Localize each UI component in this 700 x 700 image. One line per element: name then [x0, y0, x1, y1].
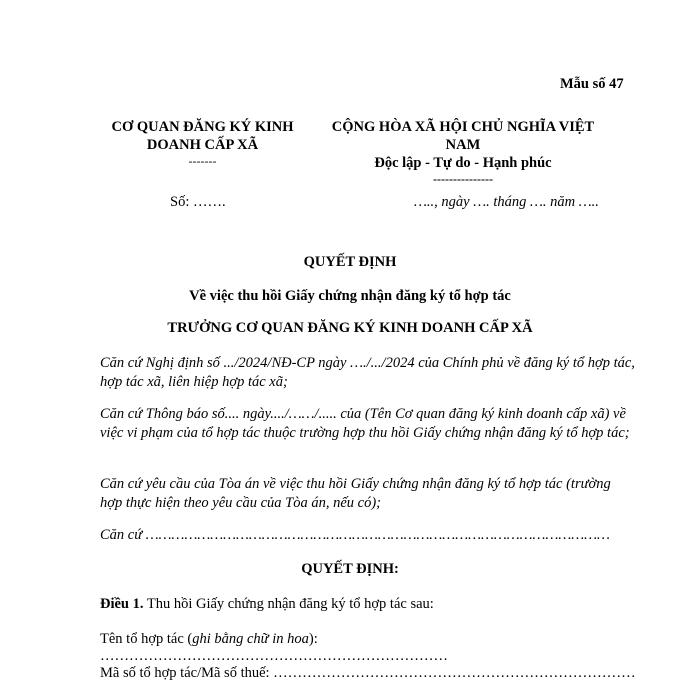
document-subject: Về việc thu hồi Giấy chứng nhận đăng ký tổ hợp tác: [189, 288, 511, 304]
agency-divider: -------: [188, 154, 217, 168]
article-1: [100, 596, 640, 613]
agency-header: [95, 118, 310, 168]
agency-line-2: DOANH CẤP XÃ: [146, 137, 259, 153]
authority-title: TRƯỞNG CƠ QUAN ĐĂNG KÝ KINH DOANH CẤP XÃ: [167, 320, 533, 336]
country-header: [318, 118, 608, 186]
article-1-text: Thu hồi Giấy chứng nhận đăng ký tổ hợp tác sau:: [143, 596, 434, 612]
field-coop-name-dots: ): ………………………………………………………………: [100, 631, 448, 664]
field-coop-name: [100, 631, 640, 665]
motto-divider: ---------------: [433, 172, 493, 186]
form-number: Mẫu số 47: [560, 76, 624, 92]
field-coop-name-note: ghi bằng chữ in hoa: [192, 631, 309, 647]
legal-basis-4: Căn cứ ………………………………………………………………………………………………: [100, 527, 610, 543]
field-coop-code: Mã số tổ hợp tác/Mã số thuế: …………………………………………………………………: [100, 665, 636, 681]
article-1-label: Điều 1.: [100, 596, 144, 612]
document-date: ….., ngày …. tháng …. năm …..: [414, 194, 599, 210]
legal-basis-2: Căn cứ Thông báo số.... ngày..../……/..... của (Tên Cơ quan đăng ký kinh doanh cấp xã) về việc vi phạm của tổ hợp tác thuộc trường hợp thu hồi Giấy chứng nhận đăng ký tổ hợp tác;: [100, 406, 630, 441]
country-line-1: CỘNG HÒA XÃ HỘI CHỦ NGHĨA VIỆT: [331, 119, 595, 135]
legal-basis-1: Căn cứ Nghị định số .../2024/NĐ-CP ngày …./.../2024 của Chính phủ về đăng ký tổ hợp tác, hợp tác xã, liên hiệp hợp tác xã;: [100, 355, 635, 390]
document-number: Số: …….: [170, 194, 226, 210]
decision-title: QUYẾT ĐỊNH:: [301, 561, 399, 577]
page-title: QUYẾT ĐỊNH: [303, 254, 397, 270]
motto: Độc lập - Tự do - Hạnh phúc: [374, 155, 552, 171]
agency-line-1: CƠ QUAN ĐĂNG KÝ KINH: [111, 119, 294, 135]
legal-basis-3: Căn cứ yêu cầu của Tòa án về việc thu hồi Giấy chứng nhận đăng ký tổ hợp tác (trường hợp thực hiện theo yêu cầu của Tòa án, nếu có);: [100, 476, 611, 511]
country-line-2: NAM: [445, 137, 481, 153]
field-coop-name-label: Tên tổ hợp tác (: [100, 631, 193, 647]
